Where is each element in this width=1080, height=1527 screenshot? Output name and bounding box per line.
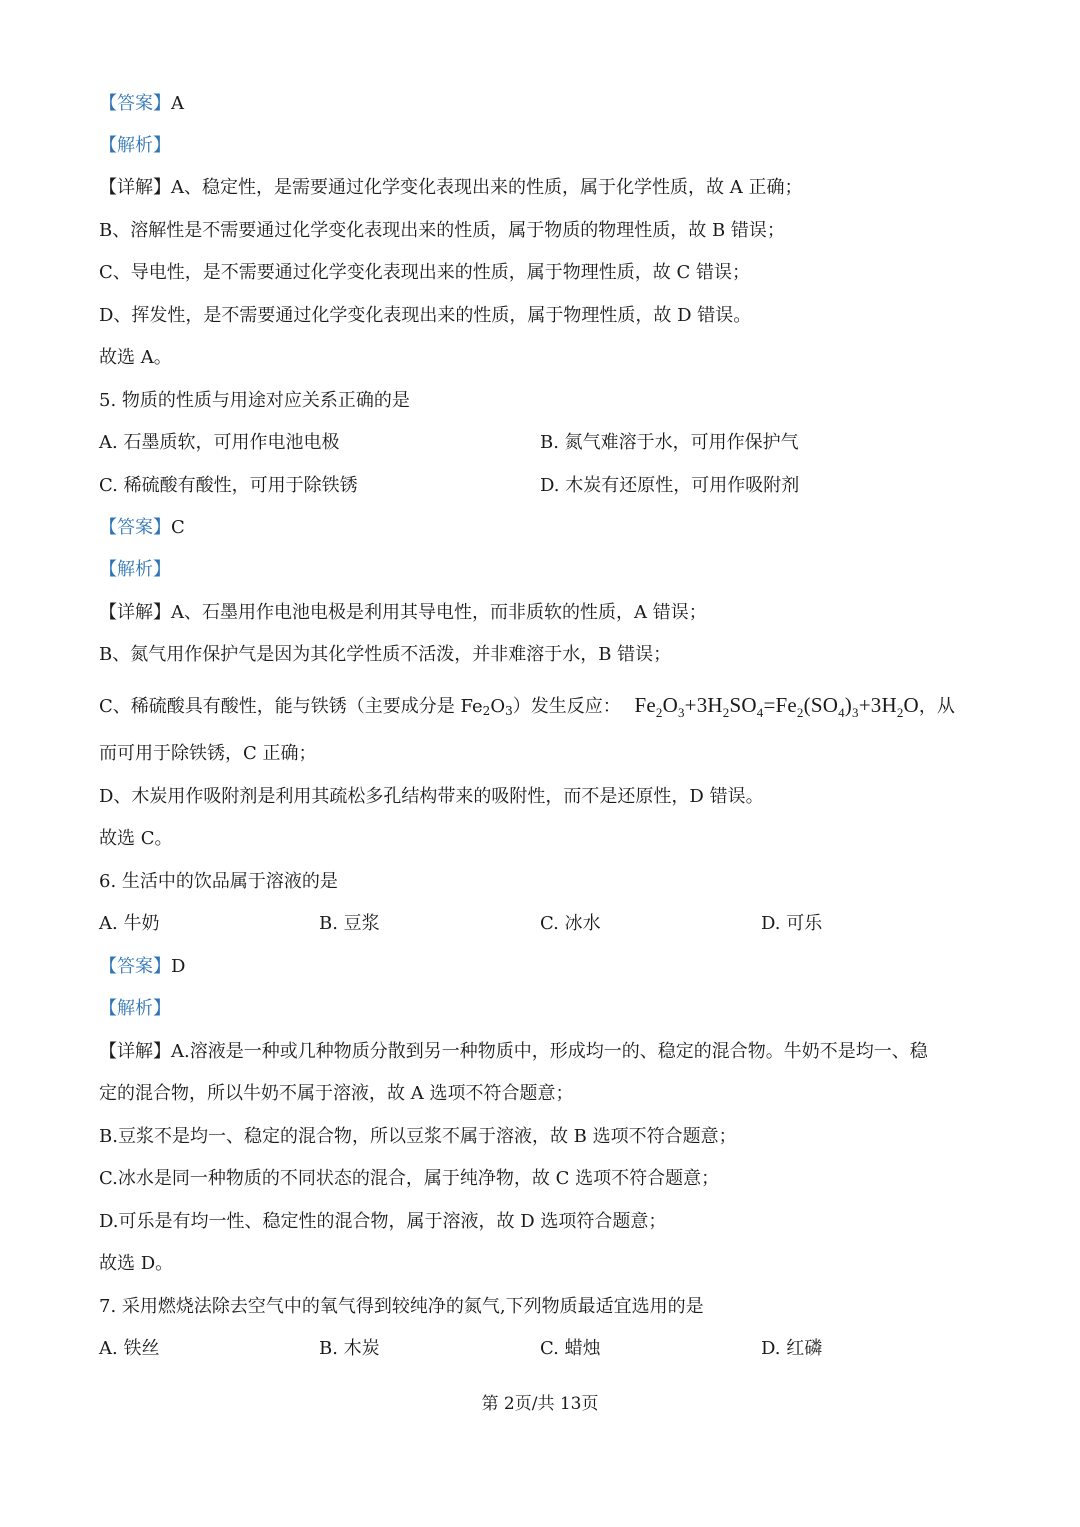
answer-tag: 【答案】 <box>99 956 171 977</box>
q7-option-b: B. 木炭 <box>319 1338 380 1359</box>
q5-option-a: A. 石墨质软，可用作电池电极 <box>99 432 340 453</box>
q4-detail-line <box>99 176 984 200</box>
detail-tag: 【详解】 <box>99 177 171 198</box>
q7-question: 7. 采用燃烧法除去空气中的氧气得到较纯净的氮气,下列物质最适宜选用的是 <box>99 1296 704 1317</box>
q6-option-a: A. 牛奶 <box>99 913 160 934</box>
page-number: 第 2页/共 13页 <box>481 1394 599 1414</box>
q7-option-d: D. 红磷 <box>761 1338 823 1359</box>
q6-question: 6. 生活中的饮品属于溶液的是 <box>99 871 338 892</box>
q7-option-c: C. 蜡烛 <box>540 1338 601 1359</box>
q5-answer-line <box>99 516 984 540</box>
detail-text: C、导电性，是不需要通过化学变化表现出来的性质，属于物理性质，故 C 错误； <box>99 262 750 283</box>
chemical-equation: $Fe_2O_3+3H_2SO_4=Fe_2(SO_4)_3+3H_2O$ <box>634 693 919 720</box>
q5-option-d: D. 木炭有还原性，可用作吸附剂 <box>540 475 800 496</box>
q6-option-c: C. 冰水 <box>540 913 601 934</box>
detail-text: D、挥发性，是不需要通过化学变化表现出来的性质，属于物理性质，故 D 错误。 <box>99 305 752 326</box>
q6-option-b: B. 豆浆 <box>319 913 380 934</box>
q5-option-c: C. 稀硫酸有酸性，可用于除铁锈 <box>99 475 358 496</box>
q7-option-a: A. 铁丝 <box>99 1338 160 1359</box>
detail-text: A、石墨用作电池电极是利用其导电性，而非质软的性质，A 错误； <box>171 602 707 623</box>
detail-text: 而可用于除铁锈，C 正确； <box>99 743 317 764</box>
conclusion: 故选 D。 <box>99 1253 174 1274</box>
detail-text: C.冰水是同一种物质的不同状态的混合，属于纯净物，故 C 选项不符合题意； <box>99 1168 720 1189</box>
conclusion: 故选 A。 <box>99 347 172 368</box>
detail-text: B、氮气用作保护气是因为其化学性质不活泼，并非难溶于水，B 错误； <box>99 644 672 665</box>
detail-text: D、木炭用作吸附剂是利用其疏松多孔结构带来的吸附性，而不是还原性，D 错误。 <box>99 786 764 807</box>
detail-text: ）发生反应： <box>512 696 621 717</box>
detail-text: A.溶液是一种或几种物质分散到另一种物质中，形成均一的、稳定的混合物。牛奶不是均一、稳 <box>171 1041 928 1062</box>
q5-equation-line <box>99 690 984 720</box>
q6-detail-line <box>99 1040 984 1064</box>
analysis-tag: 【解析】 <box>99 135 171 156</box>
detail-text: B、溶解性是不需要通过化学变化表现出来的性质，属于物质的物理性质，故 B 错误； <box>99 220 785 241</box>
q5-option-b: B. 氮气难溶于水，可用作保护气 <box>540 432 799 453</box>
answer-tag: 【答案】 <box>99 93 171 114</box>
q6-answer-line <box>99 955 984 979</box>
detail-tag: 【详解】 <box>99 602 171 623</box>
q6-option-d: D. 可乐 <box>761 913 823 934</box>
q5-question: 5. 物质的性质与用途对应关系正确的是 <box>99 390 410 411</box>
conclusion: 故选 C。 <box>99 828 173 849</box>
answer-value: A <box>171 93 184 114</box>
answer-value: C <box>171 517 185 538</box>
analysis-tag: 【解析】 <box>99 998 171 1019</box>
analysis-tag: 【解析】 <box>99 559 171 580</box>
detail-text: ，从 <box>918 696 955 717</box>
detail-text: 定的混合物，所以牛奶不属于溶液，故 A 选项不符合题意； <box>99 1083 574 1104</box>
q5-detail-line <box>99 601 984 625</box>
detail-tag: 【详解】 <box>99 1041 171 1062</box>
q4-answer-line <box>99 92 984 116</box>
chemical-formula: $Fe_2O_3$ <box>460 696 513 718</box>
detail-text: B.豆浆不是均一、稳定的混合物，所以豆浆不属于溶液，故 B 选项不符合题意； <box>99 1126 737 1147</box>
detail-text: C、稀硫酸具有酸性，能与铁锈（主要成分是 <box>99 696 461 717</box>
detail-text: D.可乐是有均一性、稳定性的混合物，属于溶液，故 D 选项符合题意； <box>99 1211 667 1232</box>
answer-tag: 【答案】 <box>99 517 171 538</box>
answer-value: D <box>171 956 186 977</box>
detail-text: A、稳定性，是需要通过化学变化表现出来的性质，属于化学性质，故 A 正确； <box>171 177 803 198</box>
